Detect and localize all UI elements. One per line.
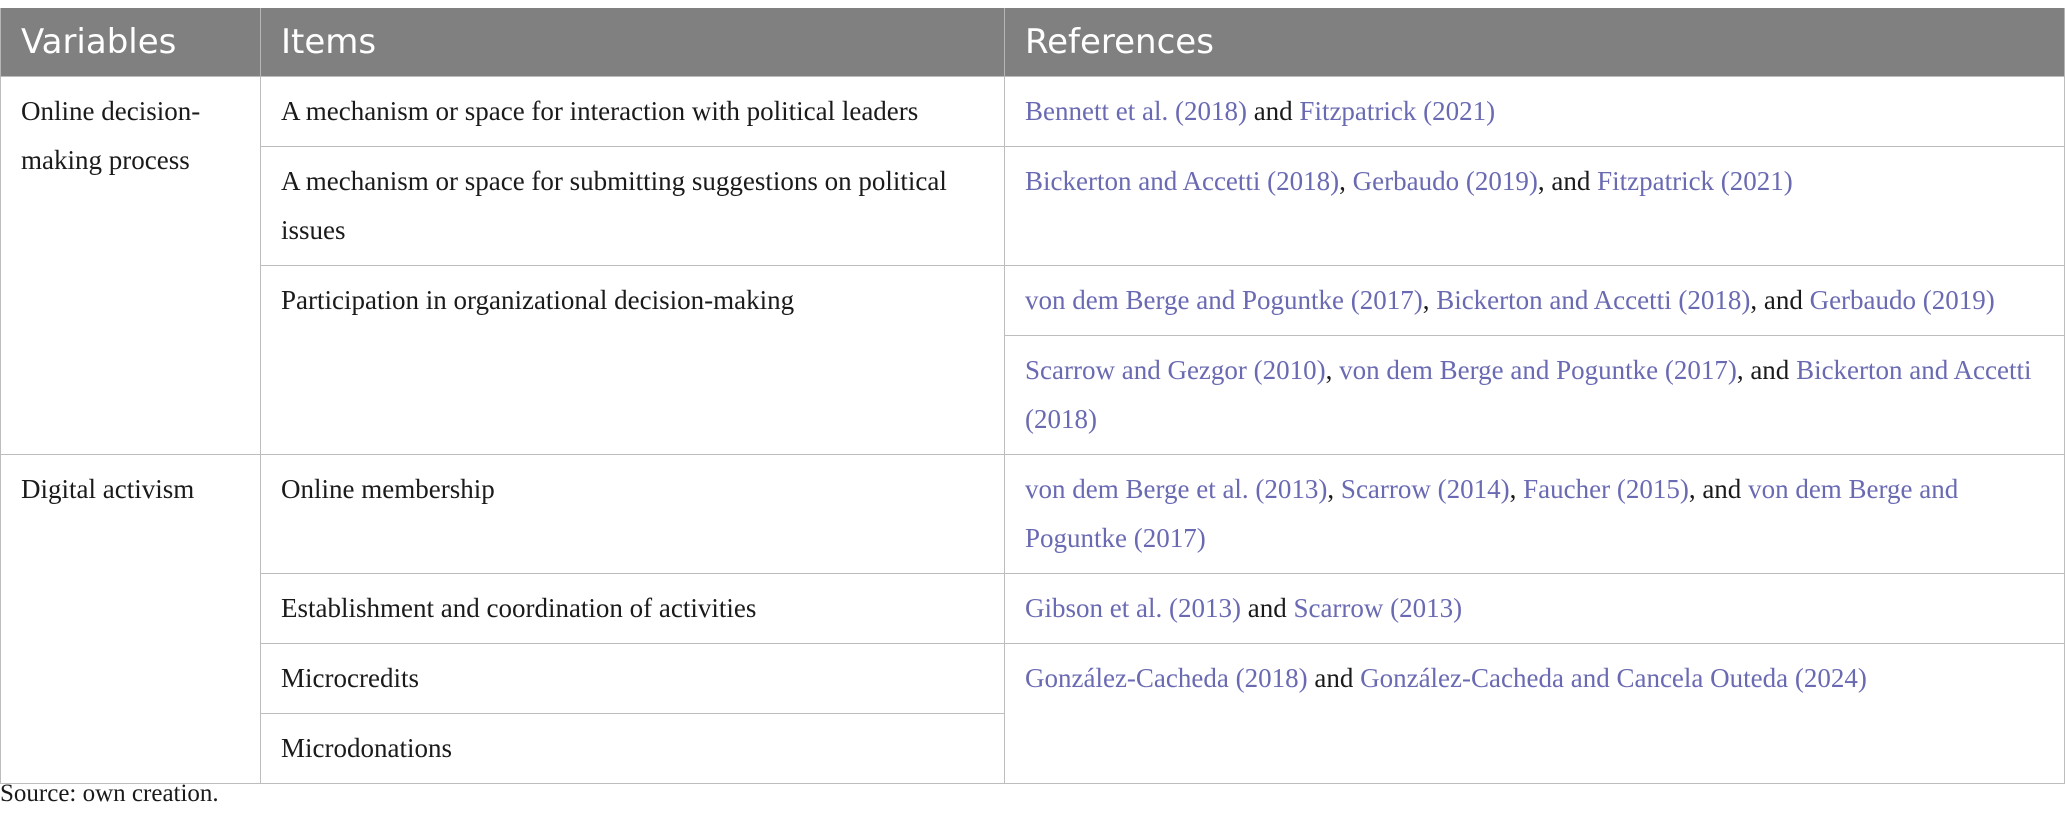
reference-link[interactable]: von dem Berge et al. (2013) bbox=[1025, 474, 1328, 504]
reference-link[interactable]: von dem Berge and Poguntke (2017) bbox=[1025, 285, 1423, 315]
references-cell bbox=[1005, 336, 2065, 455]
reference-link[interactable]: Gerbaudo (2019) bbox=[1352, 166, 1538, 196]
references-cell bbox=[1005, 147, 2065, 266]
header-row bbox=[1, 8, 2065, 77]
reference-connector: , and bbox=[1736, 355, 1797, 385]
item-cell: Microcredits bbox=[261, 644, 1005, 714]
source-note: Source: own creation. bbox=[0, 780, 219, 807]
reference-link[interactable]: Bickerton and Accetti (2018) bbox=[1436, 285, 1751, 315]
reference-link[interactable]: Scarrow (2013) bbox=[1293, 593, 1463, 623]
table-row bbox=[1, 455, 2065, 574]
header-items: Items bbox=[261, 8, 1005, 77]
table-row bbox=[1, 574, 2065, 644]
reference-link[interactable]: von dem Berge and Poguntke (2017) bbox=[1025, 474, 1959, 553]
table-row bbox=[1, 77, 2065, 147]
reference-connector: , bbox=[1509, 474, 1524, 504]
reference-connector: and bbox=[1240, 593, 1294, 623]
variable-cell: Digital activism bbox=[1, 455, 261, 784]
reference-link[interactable]: von dem Berge and Poguntke (2017) bbox=[1339, 355, 1737, 385]
item-cell: Establishment and coordination of activities bbox=[261, 574, 1005, 644]
item-cell: A mechanism or space for submitting suggestions on political issues bbox=[261, 147, 1005, 266]
item-cell: Online membership bbox=[261, 455, 1005, 574]
reference-link[interactable]: Scarrow and Gezgor (2010) bbox=[1025, 355, 1326, 385]
header-references: References bbox=[1005, 8, 2065, 77]
table-body bbox=[1, 77, 2065, 784]
reference-link[interactable]: Scarrow (2014) bbox=[1340, 474, 1510, 504]
table-row bbox=[1, 147, 2065, 266]
item-cell: Participation in organizational decision-making bbox=[261, 266, 1005, 455]
table-row bbox=[1, 266, 2065, 336]
reference-connector: , bbox=[1422, 285, 1437, 315]
table-row bbox=[1, 644, 2065, 714]
reference-link[interactable]: Bickerton and Accetti (2018) bbox=[1025, 166, 1340, 196]
reference-connector: and bbox=[1307, 663, 1361, 693]
reference-link[interactable]: Bennett et al. (2018) bbox=[1025, 96, 1247, 126]
references-cell bbox=[1005, 77, 2065, 147]
reference-link[interactable]: Fitzpatrick (2021) bbox=[1299, 96, 1496, 126]
table-header bbox=[1, 8, 2065, 77]
reference-connector: , bbox=[1325, 355, 1340, 385]
references-table bbox=[0, 8, 2065, 784]
reference-link[interactable]: Fitzpatrick (2021) bbox=[1597, 166, 1793, 196]
references-cell bbox=[1005, 266, 2065, 336]
references-cell bbox=[1005, 644, 2065, 784]
reference-link[interactable]: Gibson et al. (2013) bbox=[1025, 593, 1241, 623]
item-cell: Microdonations bbox=[261, 714, 1005, 784]
reference-connector: , and bbox=[1750, 285, 1810, 315]
reference-link[interactable]: Gerbaudo (2019) bbox=[1809, 285, 1995, 315]
references-table-container bbox=[0, 8, 2064, 784]
reference-link[interactable]: González-Cacheda (2018) bbox=[1025, 663, 1308, 693]
reference-link[interactable]: Faucher (2015) bbox=[1523, 474, 1689, 504]
header-variables: Variables bbox=[1, 8, 261, 77]
references-cell bbox=[1005, 574, 2065, 644]
reference-connector: , bbox=[1339, 166, 1353, 196]
reference-connector: and bbox=[1246, 96, 1300, 126]
references-cell bbox=[1005, 455, 2065, 574]
reference-link[interactable]: González-Cacheda and Cancela Outeda (2024) bbox=[1360, 663, 1867, 693]
reference-connector: , bbox=[1327, 474, 1341, 504]
reference-link[interactable]: Bickerton and Accetti (2018) bbox=[1025, 355, 2032, 434]
reference-connector: , and bbox=[1688, 474, 1749, 504]
variable-cell: Online decision-making process bbox=[1, 77, 261, 455]
item-cell: A mechanism or space for interaction with political leaders bbox=[261, 77, 1005, 147]
reference-connector: , and bbox=[1537, 166, 1598, 196]
